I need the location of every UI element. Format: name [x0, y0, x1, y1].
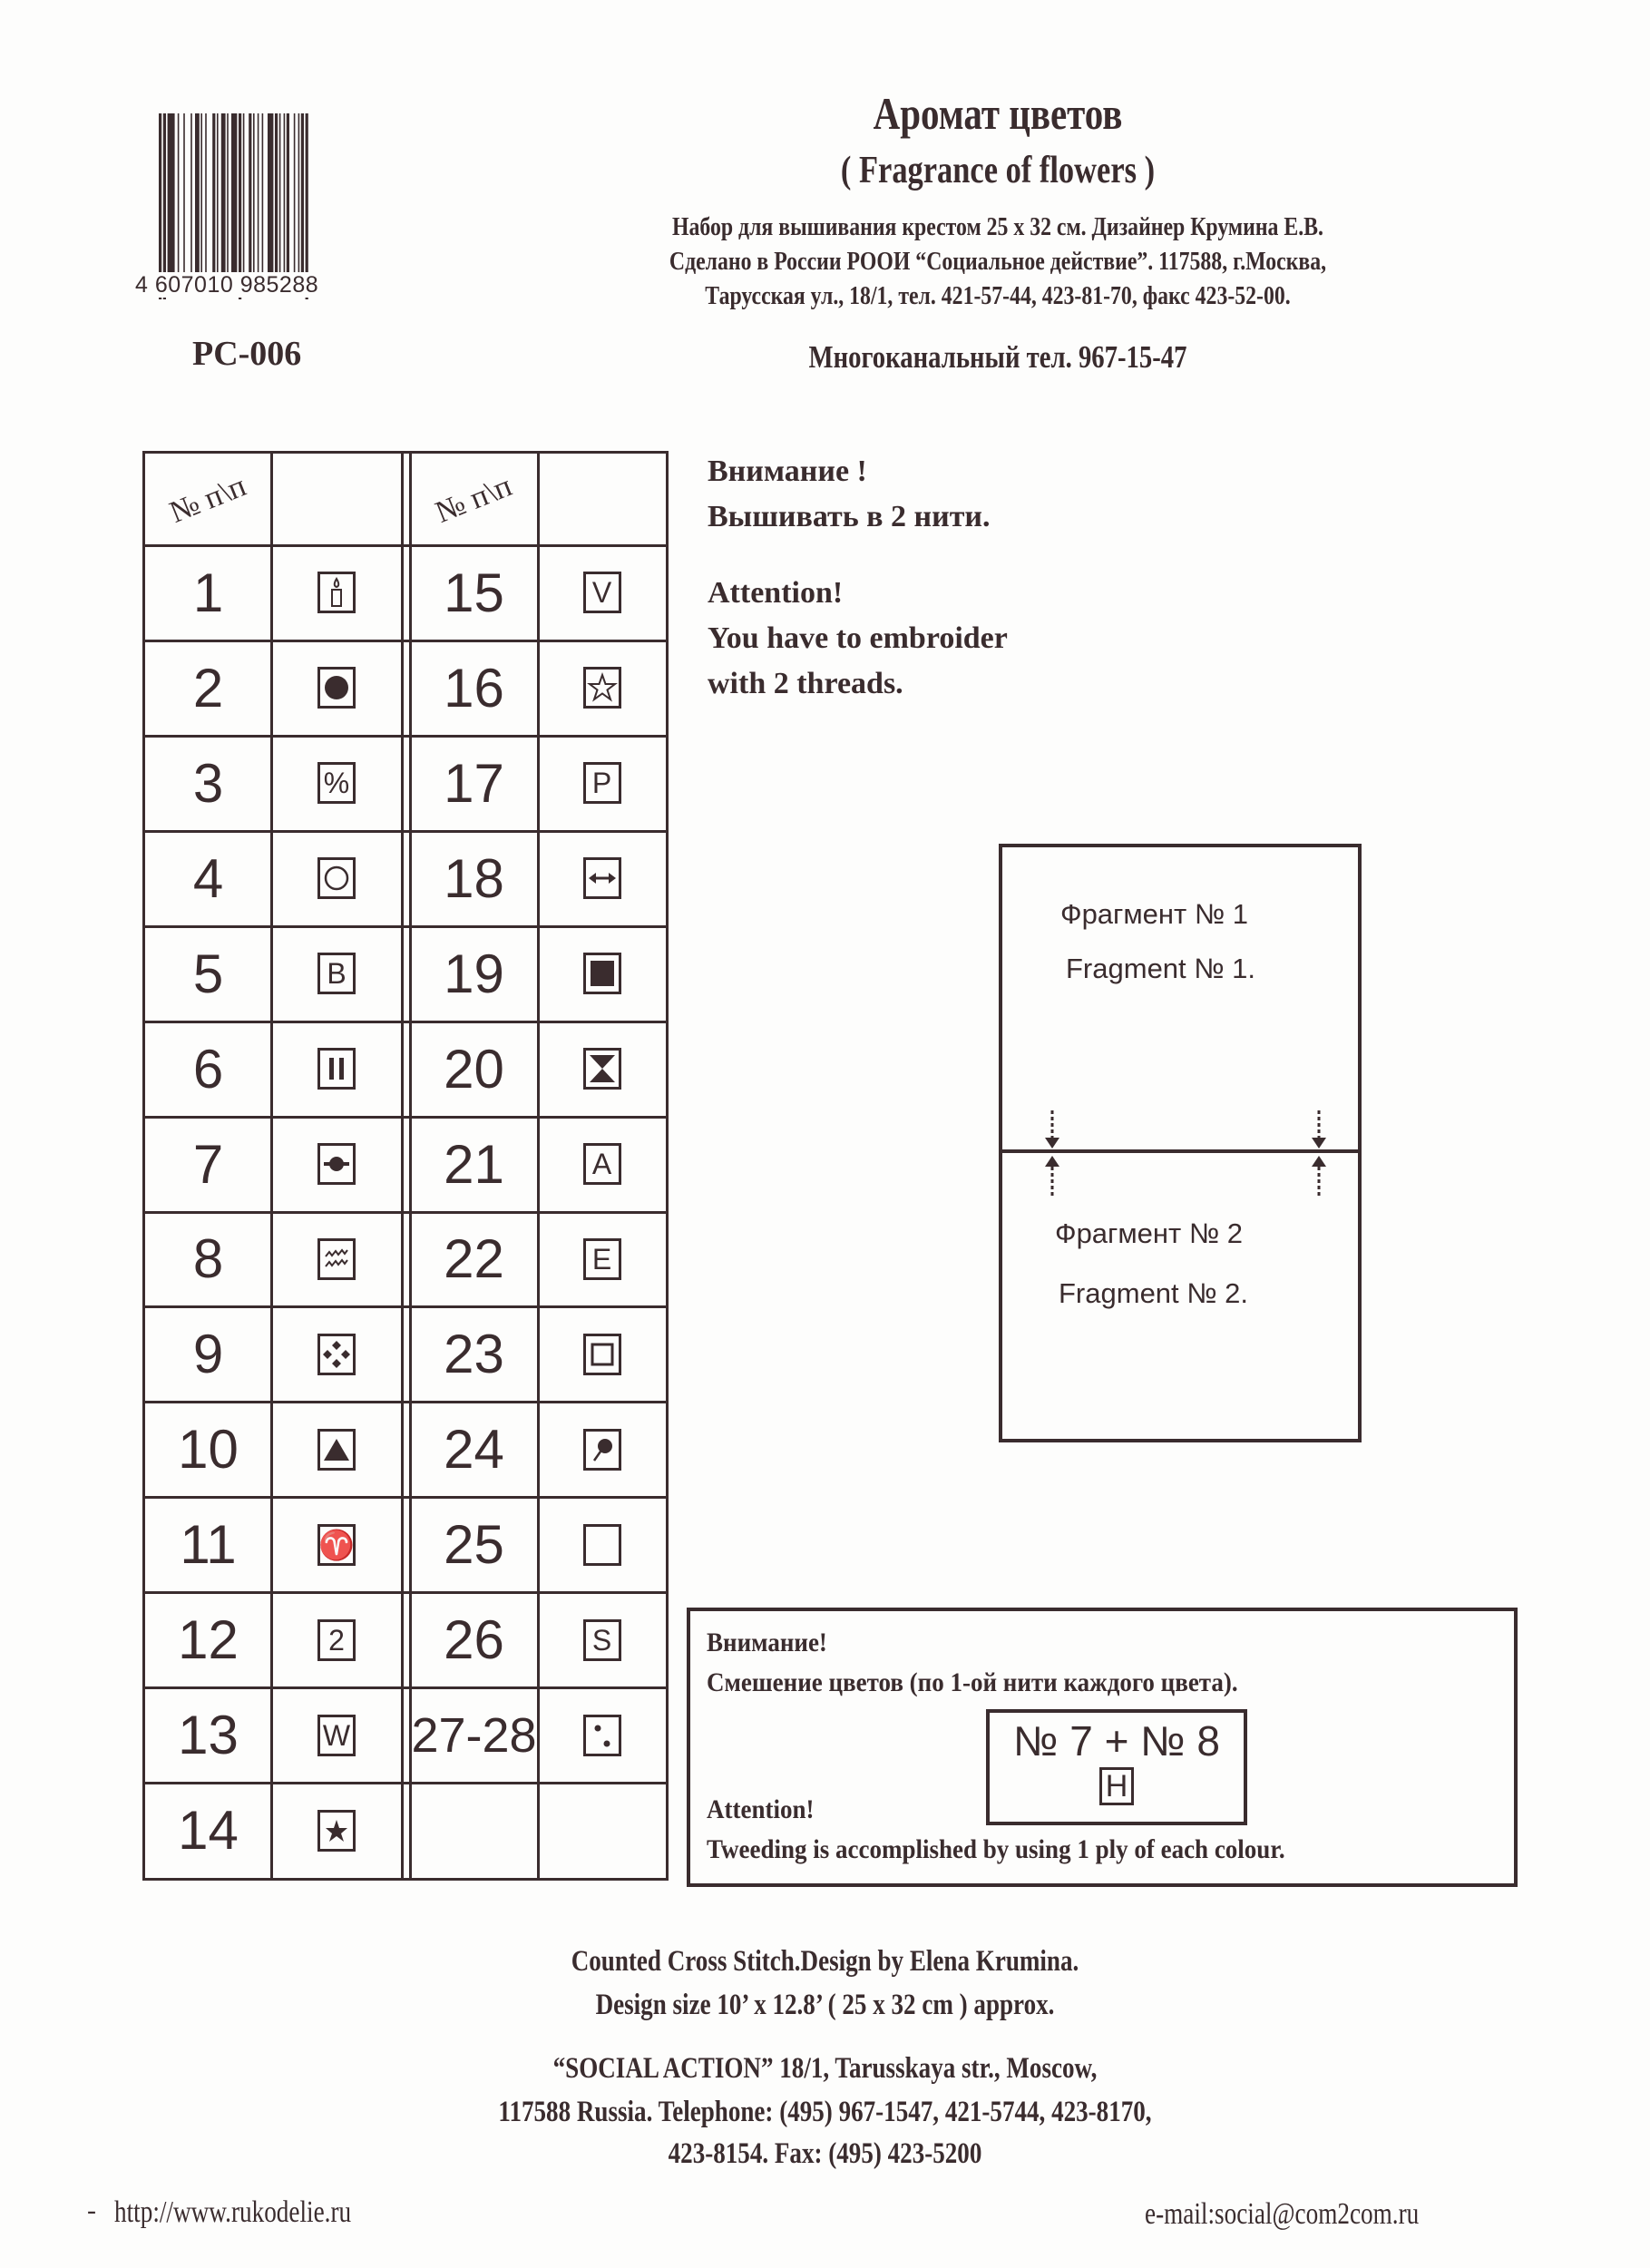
barcode-bar — [221, 113, 226, 286]
symbol-cell — [538, 1497, 666, 1592]
symbol-cell — [271, 1022, 402, 1117]
symbol-glyph: E — [583, 1238, 621, 1280]
number-cell — [410, 1022, 538, 1117]
attention-title-ru: Внимание ! — [708, 455, 867, 488]
number-cell — [410, 1592, 538, 1687]
number-cell — [410, 640, 538, 736]
barcode-bar — [168, 113, 175, 286]
barcode-bar — [212, 113, 215, 286]
symbol-cell — [538, 831, 666, 926]
thread-number: 16 — [444, 657, 504, 719]
circle-bar-icon — [317, 1143, 356, 1185]
barcode-bar — [195, 113, 200, 286]
symbol-glyph: V — [583, 572, 621, 613]
tweeding-title-en: Attention! — [707, 1794, 815, 1824]
symbol-cell — [271, 1497, 402, 1592]
maker-info-line: Сделано в России РООИ “Социальное действие”. 117588, г.Москва, — [669, 247, 1327, 276]
tweeding-text-ru: Смешение цветов (по 1-ой нити каждого цвета). — [707, 1667, 1238, 1697]
join-arrows-left-icon — [1039, 1110, 1066, 1201]
address-info-line: Тарусская ул., 18/1, тел. 421-57-44, 423-81-70, факс 423-52-00. — [705, 281, 1291, 310]
barcode-bar — [298, 113, 300, 286]
number-cell — [145, 1306, 271, 1402]
footer-design-size: Design size 10’ x 12.8’ ( 25 x 32 cm ) approx. — [595, 1989, 1055, 2021]
symbol-key-table — [142, 451, 669, 1881]
website-link[interactable]: http://www.rukodelie.ru — [114, 2195, 352, 2229]
tweeding-text-en: Tweeding is accomplished by using 1 ply of each colour. — [707, 1834, 1285, 1864]
symbol-cell — [271, 1402, 402, 1497]
blend-formula: № 7 + № 8 — [1013, 1717, 1220, 1765]
page-subtitle: ( Fragrance of flowers ) — [840, 150, 1156, 191]
symbol-cell — [271, 736, 402, 831]
barcode-bar — [231, 113, 237, 286]
crescent-icon — [583, 1524, 621, 1566]
symbol-cell — [271, 1117, 402, 1212]
symbol-cell — [538, 926, 666, 1022]
thread-number: 18 — [444, 847, 504, 909]
filled-star-icon — [317, 1810, 356, 1852]
header-number-label: № п\п — [165, 468, 251, 530]
number-cell — [145, 1783, 271, 1878]
thread-number: 25 — [444, 1514, 504, 1576]
circle-icon — [317, 857, 356, 899]
number-cell — [145, 1497, 271, 1592]
symbol-cell — [538, 736, 666, 831]
filled-circle-icon — [317, 667, 356, 709]
thread-number: 19 — [444, 943, 504, 1004]
number-cell — [410, 1212, 538, 1307]
thread-number: 3 — [192, 752, 224, 814]
thread-number: 13 — [178, 1705, 239, 1766]
thread-number: 10 — [178, 1419, 239, 1481]
symbol-glyph: S — [583, 1619, 621, 1661]
outline-star-icon — [583, 667, 621, 709]
page-title: Аромат цветов — [873, 88, 1123, 139]
symbol-cell — [538, 1212, 666, 1307]
barcode-bar — [190, 113, 192, 286]
barcode-bar — [262, 113, 264, 286]
square-outline-icon — [583, 1334, 621, 1375]
candle-icon — [317, 572, 356, 613]
number-cell — [145, 1687, 271, 1783]
barcode-bar — [301, 113, 304, 286]
number-cell — [410, 1497, 538, 1592]
symbol-glyph: P — [583, 762, 621, 804]
symbol-glyph: W — [317, 1715, 356, 1756]
thread-number: 12 — [178, 1609, 239, 1671]
symbol-cell — [538, 1402, 666, 1497]
symbol-cell — [271, 831, 402, 926]
fragment-diagram — [999, 844, 1362, 1442]
symbol-cell — [538, 545, 666, 640]
footer-fax: 423-8154. Fax: (495) 423-5200 — [668, 2137, 982, 2170]
symbol-glyph: ♈ — [317, 1524, 356, 1566]
thread-number: 15 — [444, 562, 504, 623]
thread-number: 8 — [192, 1228, 224, 1290]
thread-number: 9 — [192, 1324, 224, 1385]
barcode-bar — [249, 113, 251, 286]
barcode-bar — [279, 113, 281, 286]
thread-number: 14 — [178, 1800, 239, 1862]
phone-line: Многоканальный тел. 967-15-47 — [808, 339, 1187, 375]
barcode-bar — [253, 113, 255, 286]
header-symbol-cell — [538, 454, 666, 545]
barcode-bar — [178, 113, 180, 286]
thread-number: 5 — [192, 943, 224, 1004]
thread-number: 24 — [444, 1419, 504, 1481]
fragment-2-label-ru: Фрагмент № 2 — [1055, 1217, 1243, 1249]
thread-number: 21 — [444, 1133, 504, 1195]
number-cell — [145, 926, 271, 1022]
thread-number: 22 — [444, 1228, 504, 1290]
thread-number: 20 — [444, 1038, 504, 1100]
scan-mark: - — [87, 2195, 96, 2225]
attention-note — [708, 449, 1008, 707]
symbol-cell — [538, 1306, 666, 1402]
pin-icon — [583, 1429, 621, 1471]
symbol-cell — [271, 1212, 402, 1307]
symbol-cell — [271, 1687, 402, 1783]
fragment-2-label-en: Fragment № 2. — [1059, 1277, 1248, 1309]
number-cell — [410, 1117, 538, 1212]
symbol-cell — [271, 1783, 402, 1878]
symbol-glyph: 2 — [317, 1619, 356, 1661]
attention-text-en-2: with 2 threads. — [708, 667, 903, 700]
join-arrows-right-icon — [1305, 1110, 1333, 1201]
barcode-bar — [183, 113, 185, 286]
thread-number: 11 — [180, 1514, 237, 1576]
number-cell — [410, 1783, 538, 1878]
barcode-bar — [268, 113, 273, 286]
attention-text-en-1: You have to embroider — [708, 621, 1008, 655]
symbol-cell — [538, 1592, 666, 1687]
thread-number: 23 — [444, 1324, 504, 1385]
header-number-cell — [410, 454, 538, 545]
fragment-1-label-ru: Фрагмент № 1 — [1060, 898, 1248, 930]
barcode-bar — [275, 113, 278, 286]
thread-number: 6 — [192, 1038, 224, 1100]
footer-telephone: 117588 Russia. Telephone: (495) 967-1547, 421-5744, 423-8170, — [498, 2096, 1152, 2128]
triangle-icon — [317, 1429, 356, 1471]
double-arrow-icon — [583, 857, 621, 899]
thread-number: 4 — [192, 847, 224, 909]
number-cell — [410, 545, 538, 640]
attention-title-en: Attention! — [708, 576, 844, 610]
symbol-glyph: % — [317, 762, 356, 804]
number-cell — [145, 736, 271, 831]
double-bar-icon — [317, 1048, 356, 1090]
hourglass-icon — [583, 1048, 621, 1090]
blend-box — [986, 1709, 1247, 1825]
footer-design-credit: Counted Cross Stitch.Design by Elena Krumina. — [571, 1945, 1079, 1978]
thread-number: 17 — [444, 752, 504, 814]
barcode-bar — [205, 113, 207, 286]
symbol-cell — [271, 1592, 402, 1687]
symbol-cell — [538, 640, 666, 736]
header-symbol-cell — [271, 454, 402, 545]
thread-number: 1 — [192, 562, 224, 623]
header-number-cell — [145, 454, 271, 545]
symbol-cell — [271, 1306, 402, 1402]
symbol-cell — [538, 1783, 666, 1878]
number-cell — [410, 831, 538, 926]
symbol-cell — [538, 1022, 666, 1117]
number-cell — [145, 1592, 271, 1687]
header-number-label: № п\п — [431, 468, 517, 530]
two-dots-icon — [583, 1715, 621, 1756]
thread-number: 26 — [444, 1609, 504, 1671]
number-cell — [145, 1117, 271, 1212]
symbol-cell — [271, 926, 402, 1022]
barcode-bar — [287, 113, 289, 286]
tweeding-title-ru: Внимание! — [707, 1628, 827, 1657]
barcode-bar — [258, 113, 259, 286]
number-cell — [410, 1402, 538, 1497]
filled-square-icon — [583, 953, 621, 994]
number-cell — [410, 926, 538, 1022]
barcode-bar — [217, 113, 219, 286]
symbol-glyph: A — [583, 1143, 621, 1185]
number-cell — [145, 1212, 271, 1307]
thread-number: 2 — [192, 657, 224, 719]
symbol-cell — [538, 1687, 666, 1783]
fragment-1-label-en: Fragment № 1. — [1066, 953, 1255, 984]
number-cell — [145, 1402, 271, 1497]
thread-number: 27-28 — [411, 1707, 537, 1763]
number-cell — [145, 545, 271, 640]
barcode-bar — [200, 113, 202, 286]
number-cell — [410, 1306, 538, 1402]
barcode-bar — [284, 113, 286, 286]
email-link[interactable]: e-mail:social@com2com.ru — [1145, 2197, 1420, 2231]
number-cell — [145, 640, 271, 736]
tweeding-note — [687, 1608, 1518, 1887]
thread-number: 7 — [192, 1133, 224, 1195]
symbol-glyph: B — [317, 953, 356, 994]
blend-symbol: H — [1099, 1767, 1134, 1805]
attention-text-ru: Вышивать в 2 нити. — [708, 500, 991, 533]
waves-icon — [317, 1238, 356, 1280]
symbol-cell — [271, 640, 402, 736]
product-code: PC-006 — [192, 335, 302, 373]
symbol-cell — [271, 545, 402, 640]
number-cell — [410, 736, 538, 831]
number-cell — [145, 1022, 271, 1117]
barcode-bar — [243, 113, 245, 286]
footer-address: “SOCIAL ACTION” 18/1, Tarusskaya str., Moscow, — [552, 2052, 1098, 2085]
barcode-bar — [227, 113, 229, 286]
symbol-cell — [538, 1117, 666, 1212]
number-cell — [145, 831, 271, 926]
barcode-number: 4 607010 985288 — [135, 272, 319, 298]
barcode-bar — [294, 113, 296, 286]
number-cell — [410, 1687, 538, 1783]
four-diamonds-icon — [317, 1334, 356, 1375]
kit-info-line: Набор для вышивания крестом 25 х 32 см. Дизайнер Крумина Е.В. — [672, 212, 1323, 241]
